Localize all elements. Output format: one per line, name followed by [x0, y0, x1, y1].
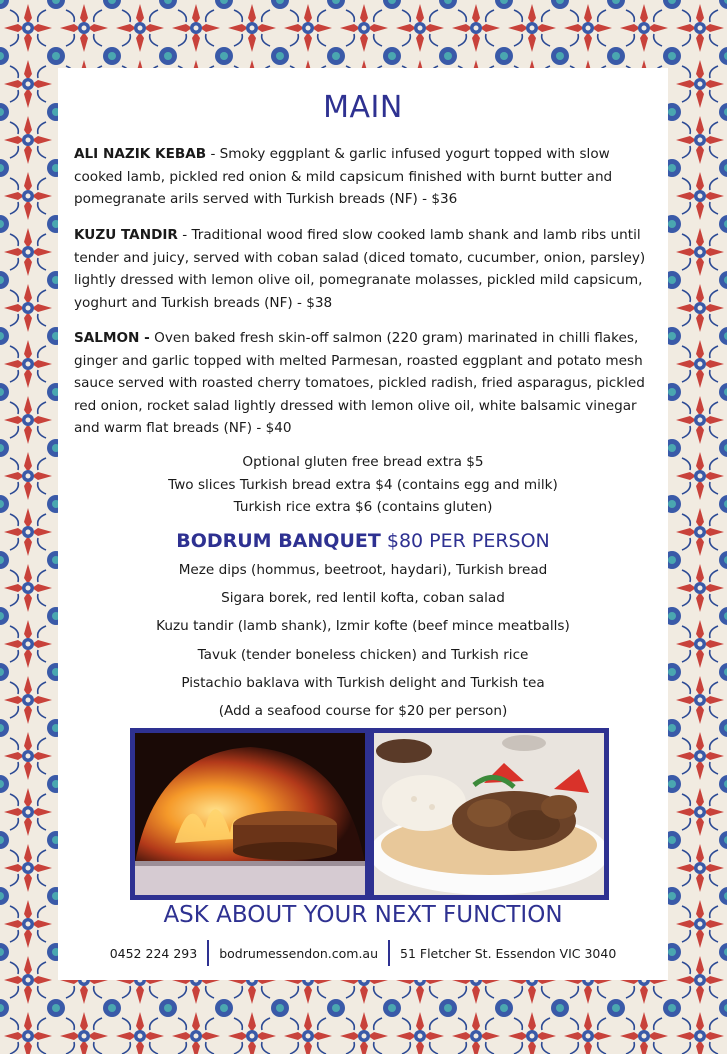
dish-name: ALI NAZIK KEBAB — [74, 146, 207, 162]
contact-bar — [58, 940, 668, 966]
dish-kuzu-tandir — [74, 224, 658, 314]
banquet-heading — [58, 530, 668, 552]
banquet-item: Pistachio baklava with Turkish delight and Turkish tea — [181, 674, 545, 691]
extra-item: Two slices Turkish bread extra $4 (contains egg and milk) — [168, 476, 558, 493]
banquet-name: BODRUM BANQUET — [176, 530, 381, 552]
website-link[interactable]: bodrumessendon.com.au — [219, 945, 379, 961]
dish-description: - Smoky eggplant & garlic infused yogurt topped with slow cooked lamb, pickled red onion & mild capsicum finished with burnt butter and pomegranate arils served with Turkish breads (NF) - $36 — [74, 146, 613, 207]
dish-ali-nazik-kebab — [74, 143, 658, 211]
banquet-item: Sigara borek, red lentil kofta, coban salad — [221, 590, 505, 607]
banquet-item: Meze dips (hommus, beetroot, haydari), Turkish bread — [178, 562, 548, 578]
dish-salmon — [74, 327, 658, 440]
extra-item: Optional gluten free bread extra $5 — [242, 454, 484, 470]
divider — [207, 940, 209, 966]
banquet-item: Tavuk (tender boneless chicken) and Turkish rice — [197, 646, 529, 663]
extra-item: Turkish rice extra $6 (contains gluten) — [233, 499, 493, 515]
banquet-price: $80 PER PERSON — [380, 530, 550, 552]
banquet-item: (Add a seafood course for $20 per person) — [218, 703, 508, 720]
address: 51 Fletcher St. Essendon VIC 3040 — [400, 945, 617, 961]
dish-description: Oven baked fresh skin-off salmon (220 gram) marinated in chilli flakes, ginger and garlic topped with melted Parmesan, roasted eggplant and potato mesh sauce served with roasted cherry tomatoes, pickled radish, fried asparagus, pickled red onion, rocket salad lightly dressed with lemon olive oil, white balsamic vinegar and warm flat breads (NF) - $40 — [74, 330, 645, 436]
wood-fired-oven-photo — [130, 728, 370, 900]
dish-name: SALMON - — [74, 330, 150, 346]
dish-name: KUZU TANDIR — [74, 227, 178, 243]
menu-panel — [58, 68, 668, 980]
section-title: MAIN — [323, 90, 403, 125]
function-enquiry-heading: ASK ABOUT YOUR NEXT FUNCTION — [163, 902, 563, 928]
banquet-item: Kuzu tandir (lamb shank), Izmir kofte (beef mince meatballs) — [156, 618, 570, 635]
banquet-items — [58, 556, 668, 725]
lamb-dish-photo — [369, 728, 609, 900]
dish-description: - Traditional wood fired slow cooked lamb shank and lamb ribs until tender and juicy, served with coban salad (diced tomato, cucumber, onion, parsley) lightly dressed with lemon olive oil, pomegranate molasses, pickled mild capsicum, yoghurt and Turkish breads (NF) - $38 — [74, 227, 646, 311]
phone-number[interactable]: 0452 224 293 — [109, 945, 198, 961]
divider — [388, 940, 390, 966]
extras-list — [58, 451, 668, 519]
